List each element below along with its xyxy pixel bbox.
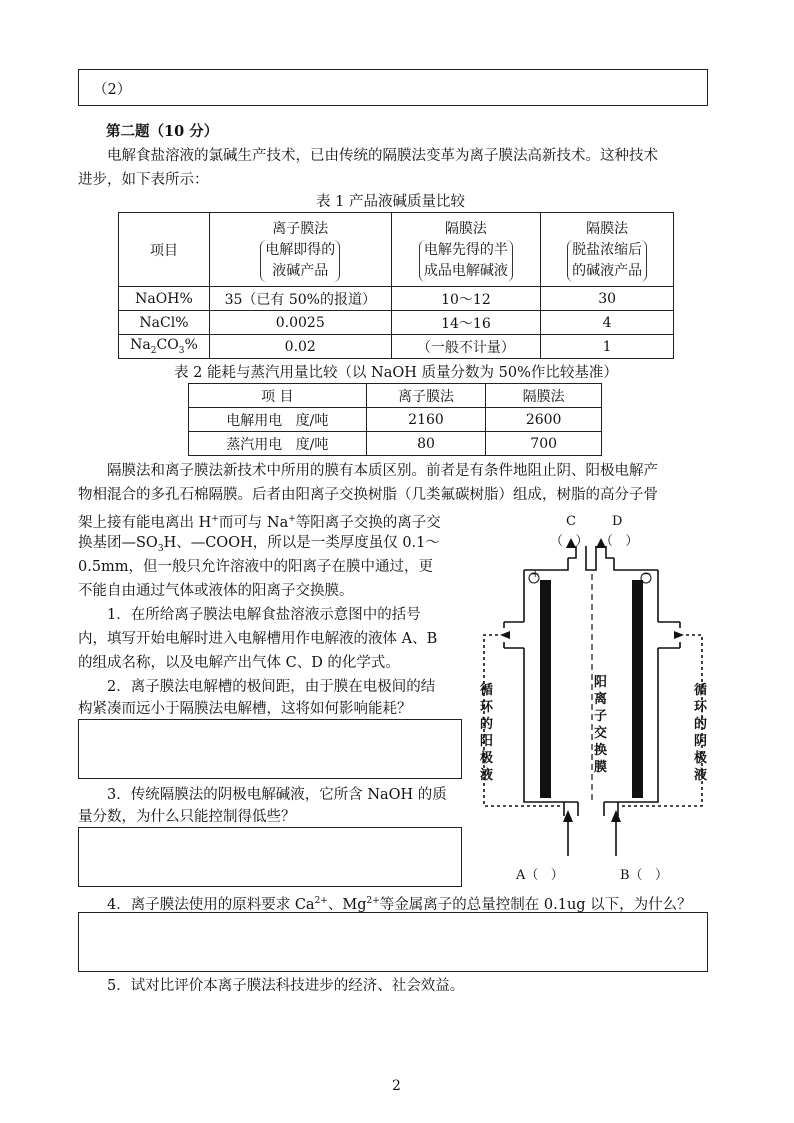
question-5: 5．试对比评价本离子膜法科技进步的经济、社会效益。 <box>78 978 465 994</box>
table-row: NaOH% 35（已有 50%的报道） 10～12 30 <box>119 287 674 311</box>
col3-note: 脱盐浓缩后 的碱液产品 <box>567 240 647 282</box>
liquid-a-blank[interactable]: A（ ） <box>516 868 564 883</box>
table1-header-col1: 离子膜法 电解即得的 液碱产品 <box>209 213 391 287</box>
table-row: NaCl% 0.0025 14～16 4 <box>119 311 674 335</box>
plus-sign: + <box>531 569 540 580</box>
para2-line-6: 不能自由通过气体或液体的阳离子交换膜。 <box>78 583 354 599</box>
right-side-label: 循环的阴极液 <box>694 683 708 783</box>
left-side-label: 循环的阳极液 <box>480 683 494 783</box>
table1-header-row <box>119 213 674 287</box>
answer-box-label: （2） <box>93 82 132 98</box>
para2-line-4: 换基团$—SO_3H$、—COOH，所以是一类厚度虽仅 0.1～ <box>78 535 440 554</box>
intro-line-1: 电解食盐溶液的氯碱生产技术，已由传统的隔膜法变革为离子膜法高新技术。这种技术 <box>78 148 658 164</box>
question-3-line-1: 3．传统隔膜法的阴极电解碱液，它所含 NaOH 的质 <box>78 787 447 803</box>
gas-c-blank[interactable]: （ ） <box>550 534 589 549</box>
table1-header-col2: 隔膜法 电解先得的半 成品电解碱液 <box>391 213 541 287</box>
question-1-line-2: 内，填写开始电解时进入电解槽用作电解液的液体 A、B <box>78 631 438 647</box>
question-2-line-1: 2．离子膜法电解槽的极间距，由于膜在电极间的结 <box>78 679 436 695</box>
table2 <box>188 383 602 456</box>
page-number: 2 <box>392 1078 401 1094</box>
minus-sign: − <box>643 569 652 580</box>
question-2-line-2: 构紧凑而远小于隔膜法电解槽，这将如何影响能耗？ <box>78 701 412 717</box>
table1-caption: 表 1 产品液碱质量比较 <box>316 194 465 210</box>
gas-c-label: C <box>566 514 576 529</box>
anode-electrode <box>540 580 551 798</box>
table1-header-item: 项目 <box>119 213 210 287</box>
liquid-b-blank[interactable]: B（ ） <box>620 868 668 883</box>
table2-header-row: 项 目 离子膜法 隔膜法 <box>189 384 602 408</box>
section-title: 第二题（10 分） <box>106 123 219 140</box>
electrolysis-diagram <box>476 510 716 885</box>
intro-line-2: 进步，如下表所示： <box>78 172 209 188</box>
table2-caption: 表 2 能耗与蒸汽用量比较（以 NaOH 质量分数为 50%作比较基准） <box>174 365 618 381</box>
cathode-electrode <box>632 580 643 798</box>
table-row: 蒸汽用电 度/吨 80 700 <box>189 432 602 456</box>
answer-box-q4[interactable] <box>78 912 708 972</box>
para2-line-3: 架上接有能电离出 H+而可与 Na+等阳离子交换的离子交 <box>78 514 441 531</box>
answer-box-q3[interactable] <box>78 827 462 887</box>
question-4: 4．离子膜法使用的原料要求 $Ca^{2+}$、$Mg^{2+}$等金属离子的总量控制在 0.1ug 以下，为什么？ <box>78 896 692 913</box>
gas-d-blank[interactable]: （ ） <box>600 534 639 549</box>
para2-line-2: 物相混合的多孔石棉隔膜。后者由阳离子交换树脂（几类氟碳树脂）组成，树脂的高分子骨 <box>78 487 658 503</box>
gas-d-label: D <box>612 514 623 529</box>
table-row: 电解用电 度/吨 2160 2600 <box>189 408 602 432</box>
col1-note: 电解即得的 液碱产品 <box>260 240 340 282</box>
para2-line-1: 隔膜法和离子膜法新技术中所用的膜有本质区别。前者是有条件地阻止阴、阳极电解产 <box>78 463 658 479</box>
answer-box-q2[interactable] <box>78 719 462 779</box>
answer-box-2[interactable] <box>78 69 708 106</box>
question-1-line-1: 1．在所给离子膜法电解食盐溶液示意图中的括号 <box>78 607 421 623</box>
table1-header-col3: 隔膜法 脱盐浓缩后 的碱液产品 <box>541 213 674 287</box>
membrane-label: 阳离子交换膜 <box>594 675 608 775</box>
question-1-line-3: 的组成名称，以及电解产出气体 C、D 的化学式。 <box>78 655 400 671</box>
table-row: $Na_2CO_3\%$ 0.02 （一般不计量） 1 <box>119 335 674 359</box>
question-3-line-2: 量分数，为什么只能控制得低些？ <box>78 809 296 825</box>
col2-note: 电解先得的半 成品电解碱液 <box>419 240 513 282</box>
table1 <box>118 212 674 359</box>
para2-line-5: 0.5mm，但一般只允许溶液中的阳离子在膜中通过，更 <box>78 559 434 575</box>
